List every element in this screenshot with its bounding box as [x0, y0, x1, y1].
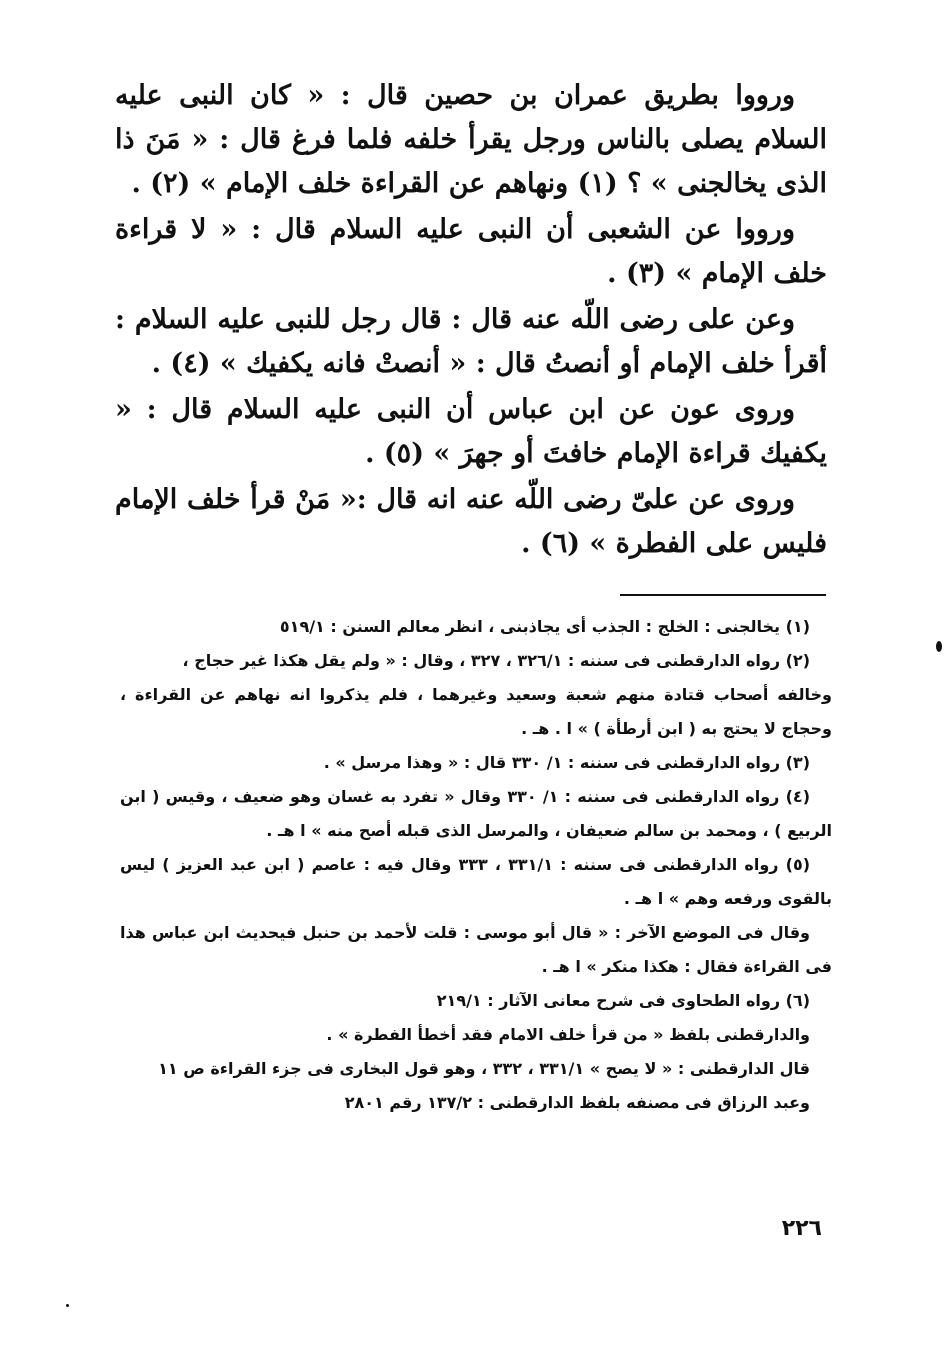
paragraph: وروى عن علىّ رضى اللّه عنه انه قال :« مَنْ قرأ خلف الإمام فليس على الفطرة » (٦) . [115, 484, 827, 559]
scan-speck [936, 641, 942, 652]
paragraph: وعن على رضى اللّه عنه قال : قال رجل للنبى عليه السلام : أقرأ خلف الإمام أو أنصتُ قال : « أنصتْ فانه يكفيك » (٤) . [115, 304, 827, 379]
footnote-continuation: وقال فى الموضع الآخر : « قال أبو موسى : قلت لأحمد بن حنبل فيحديث ابن عباس هذا فى القراءة فقال : هكذا منكر » ا هـ . [120, 923, 832, 976]
footnote-continuation: وخالفه أصحاب قتادة منهم شعبة وسعيد وغيرهما ، فلم يذكروا انه نهاهم عن القراءة ، وحجاج لا يحتج به ( ابن أرطأة ) » ا . هـ . [120, 685, 832, 738]
footnote: (٤) رواه الدارقطنى فى سننه : ١/ ٣٣٠ وقال « تفرد به غسان وهو ضعيف ، وقيس ( ابن الربيع ) ، ومحمد بن سالم ضعيفان ، والمرسل الذى قبله أصح منه » ا هـ . [120, 787, 832, 840]
footnote: (٥) رواه الدارقطنى فى سننه : ٣٣١/١ ، ٣٣٣ وقال فيه : عاصم ( ابن عبد العزيز ) ليس بالقوى ورفعه وهم » ا هـ . [120, 855, 832, 908]
paragraph: وروى عون عن ابن عباس أن النبى عليه السلام قال : « يكفيك قراءة الإمام خافتَ أو جهرَ » (٥) . [115, 394, 827, 469]
page-number: ٢٢٦ [781, 1216, 822, 1241]
footnote-continuation: والدارقطنى بلفظ « من قرأ خلف الامام فقد أخطأ الفطرة » . [326, 1025, 810, 1044]
footnote: (٢) رواه الدارقطنى فى سننه : ٣٢٦/١ ، ٣٢٧ ، وقال : « ولم يقل هكذا غير حجاج ، [182, 651, 810, 670]
paragraph: ورووا عن الشعبى أن النبى عليه السلام قال : « لا قراءة خلف الإمام » (٣) . [115, 214, 827, 289]
footnote: (١) يخالجنى : الخلج : الجذب أى يجاذبنى ، انظر معالم السنن : ٥١٩/١ [279, 617, 810, 636]
footnotes [120, 610, 832, 1120]
main-text [115, 74, 827, 568]
footnote: (٦) رواه الطحاوى فى شرح معانى الآثار : ٢١٩/١ [436, 991, 810, 1010]
scan-speck [66, 1304, 69, 1307]
footnote-continuation: قال الدارقطنى : « لا يصح » ٣٣١/١ ، ٣٣٢ ، وهو قول البخارى فى جزء القراءة ص ١١ [158, 1059, 810, 1078]
footnote: (٣) رواه الدارقطنى فى سننه : ١/ ٣٣٠ قال : « وهذا مرسل » . [323, 753, 810, 772]
footnote-continuation: وعبد الرزاق فى مصنفه بلفظ الدارقطنى : ١٣٧/٢ رقم ٢٨٠١ [344, 1093, 810, 1112]
footnote-separator [620, 594, 826, 596]
paragraph: ورووا بطريق عمران بن حصين قال : « كان النبى عليه السلام يصلى بالناس ورجل يقرأ خلفه فلما فرغ قال : « مَنَ ذا الذى يخالجنى » ؟ (١) ونهاهم عن القراءة خلف الإمام » (٢) . [115, 80, 827, 199]
